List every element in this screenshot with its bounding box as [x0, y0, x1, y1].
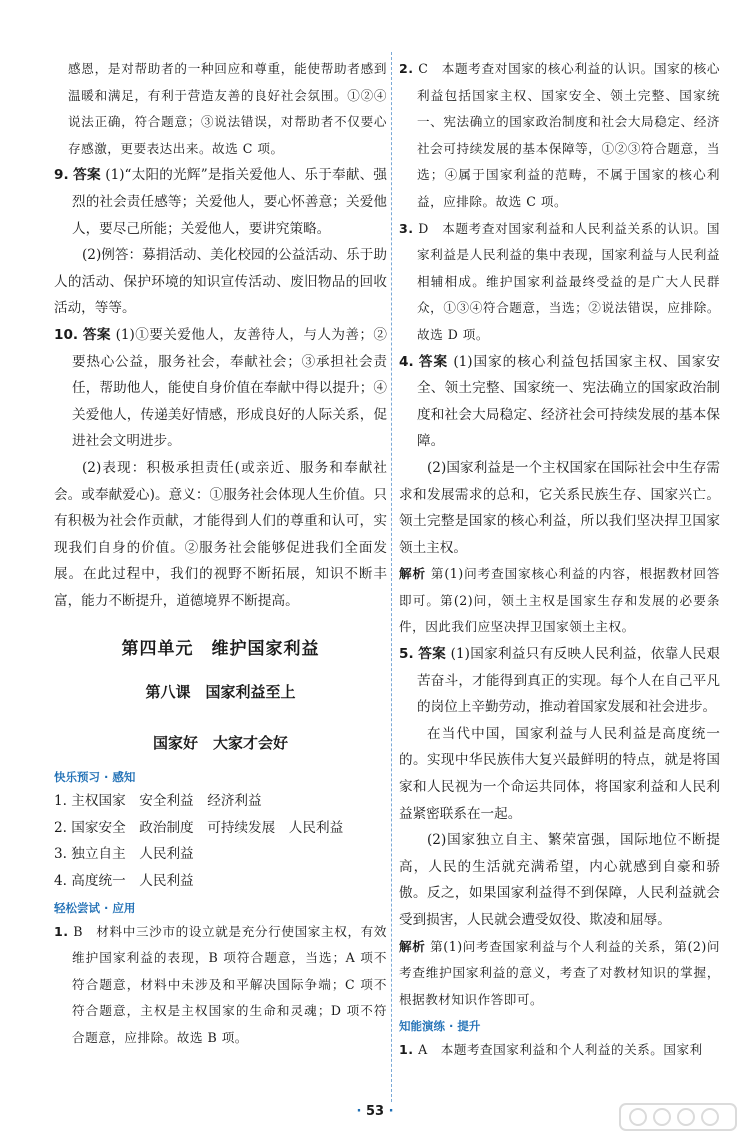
- q4-analysis-text: 第(1)问考查国家核心利益的内容，根据教材回答即可。第(2)问，领土主权是国家生存和发展的必要条件，因此我们应坚决捍卫国家领土主权。: [399, 566, 720, 635]
- q9-answer-part2: (2)例答：募捐活动、美化校园的公益活动、乐于助人的活动、保护环境的知识宣传活动、废旧物品的回收活动，等等。: [54, 247, 387, 317]
- practice-item-1-text: A 本题考查国家利益和个人利益的关系。国家利: [418, 1042, 703, 1058]
- q9-answer: [54, 162, 387, 242]
- q9-answer-part1: (1)“太阳的光辉”是指关爱他人、乐于奉献、强烈的社会责任感等；关爱他人，要心怀善意；关爱他人，要尽己所能；关爱他人，要讲究策略。: [72, 167, 388, 237]
- q4-answer-part2: (2)国家利益是一个主权国家在国际社会中生存需求和发展需求的总和，它关系民族生存、国家兴亡。领土完整是国家的核心利益，所以我们坚决捍卫国家领土主权。: [399, 459, 720, 556]
- q8-explanation-continued: 感恩，是对帮助者的一种回应和尊重，能使帮助者感到温暖和满足，有利于营造友善的良好社会氛围。①②④说法正确，符合题意；③说法错误，对帮助者不仅要心存感激，更要表达出来。故选 C 项。: [68, 61, 387, 156]
- left-column: [54, 56, 387, 1052]
- section-tag-try: 轻松尝试 · 应用: [54, 900, 136, 915]
- q4-answer: [399, 349, 720, 455]
- try-item-2: [399, 56, 720, 216]
- q4-answer-label: 答案: [418, 353, 449, 370]
- try-item-3-text: D 本题考查对国家利益和人民利益关系的认识。国家利益是人民利益的集中表现，国家利益与人民利益相辅相成。维护国家利益最终受益的是广大人民群众，①③④符合题意，当选；②说法错误，应排除。故选 D 项。: [417, 220, 720, 342]
- q5-answer-part1: (1)国家利益只有反映人民利益，依靠人民艰苦奋斗，才能得到真正的实现。每个人在自己平凡的岗位上辛勤劳动，推动着国家发展和社会进步。: [417, 646, 720, 716]
- q5-answer-label: 答案: [418, 646, 447, 663]
- preview-item-2: 2. 国家安全 政治制度 可持续发展 人民利益: [54, 819, 344, 836]
- try-item-3: [399, 216, 720, 349]
- q10-answer-label: 答案: [82, 326, 111, 343]
- preview-item-3: 3. 独立自主 人民利益: [54, 846, 194, 863]
- page-number-dot-left: ·: [356, 1104, 362, 1119]
- q10-answer-part1: (1)①要关爱他人，友善待人，与人为善；②要热心公益，服务社会，奉献社会；③承担社会责任，帮助他人，能使自身价值在奉献中得以提升；④关爱他人，传递美好情感，形成良好的人际关系，促进社会文明进步。: [72, 326, 388, 450]
- try-item-2-text: C 本题考查对国家的核心利益的认识。国家的核心利益包括国家主权、国家安全、领土完整、国家统一、宪法确立的国家政治制度和社会大局稳定、经济社会可持续发展的基本保障等，①②③符合题意，当选；④属于国家利益的范畴，不属于国家的核心利益，应排除。故选 C 项。: [417, 61, 720, 209]
- q5-answer-part3: (2)国家独立自主、繁荣富强，国际地位不断提高，人民的生活就充满希望，内心就感到自豪和骄傲。反之，如果国家利益得不到保障，人民利益就会受到损害，人民就会遭受奴役、欺凌和屈辱。: [399, 832, 720, 928]
- lesson-title: 第八课 国家利益至上: [145, 683, 296, 702]
- q9-number: 9.: [54, 167, 69, 184]
- q5-analysis-text: 第(1)问考查国家利益与个人利益的关系，第(2)问考查维护国家利益的意义，考查了对教材知识的掌握，根据教材知识作答即可。: [399, 938, 720, 1007]
- section-subtitle: 国家好 大家才会好: [152, 733, 288, 752]
- column-divider: [391, 52, 392, 1102]
- unit-title: 第四单元 维护国家利益: [121, 639, 320, 660]
- q4-number: 4.: [399, 353, 414, 370]
- try-item-1: [54, 919, 387, 1052]
- preview-item-4: 4. 高度统一 人民利益: [54, 873, 194, 890]
- watermark-graphic: [618, 1100, 738, 1134]
- page-number-value: 53: [365, 1104, 385, 1119]
- q10-number: 10.: [54, 326, 79, 343]
- try-item-2-number: 2.: [399, 61, 414, 76]
- practice-item-1: [399, 1037, 720, 1064]
- q4-analysis-label: 解析: [399, 566, 426, 582]
- try-item-1-number: 1.: [54, 923, 69, 939]
- q4-answer-part1: (1)国家的核心利益包括国家主权、国家安全、领土完整、国家统一、宪法确立的国家政治制度和社会大局稳定、经济社会可持续发展的基本保障。: [417, 353, 721, 450]
- watermark-logo: [618, 1100, 738, 1134]
- section-tag-preview: 快乐预习 · 感知: [54, 770, 136, 785]
- q10-answer-part2: (2)表现：积极承担责任(或亲近、服务和奉献社会。或奉献爱心)。意义：①服务社会体现人生价值。只有积极为社会作贡献，才能得到人们的尊重和认可，实现我们自身的价值。②服务社会能够促进我们全面发展。在此过程中，我们的视野不断拓展，知识不断丰富，能力不断提升，道德境界不断提高。: [54, 459, 387, 609]
- q9-answer-label: 答案: [73, 167, 101, 184]
- preview-item-1: 1. 主权国家 安全利益 经济利益: [54, 793, 262, 810]
- page-number-dot-right: ·: [388, 1104, 394, 1119]
- try-item-1-text: B 材料中三沙市的设立就是充分行使国家主权，有效维护国家利益的表现，B 项符合题意，当选；A 项不符合题意，材料中未涉及和平解决国际争端；C 项不符合题意，主权是主权国家的生命和灵魂；D 项不符合题意，应排除。故选 B 项。: [72, 923, 387, 1045]
- practice-item-1-number: 1.: [399, 1042, 414, 1058]
- q4-analysis: [399, 561, 720, 641]
- q10-answer: [54, 322, 387, 455]
- q5-analysis: [399, 934, 720, 1014]
- q5-number: 5.: [399, 646, 414, 663]
- q5-answer: [399, 641, 720, 721]
- right-column: [399, 56, 720, 1064]
- try-item-3-number: 3.: [399, 220, 414, 236]
- q5-answer-part2: 在当代中国，国家利益与人民利益是高度统一的。实现中华民族伟大复兴最鲜明的特点，就是将国家和人民视为一个命运共同体，将国家利益和人民利益紧密联系在一起。: [399, 725, 720, 822]
- q5-analysis-label: 解析: [399, 938, 426, 954]
- section-tag-practice: 知能演练 · 提升: [399, 1019, 481, 1034]
